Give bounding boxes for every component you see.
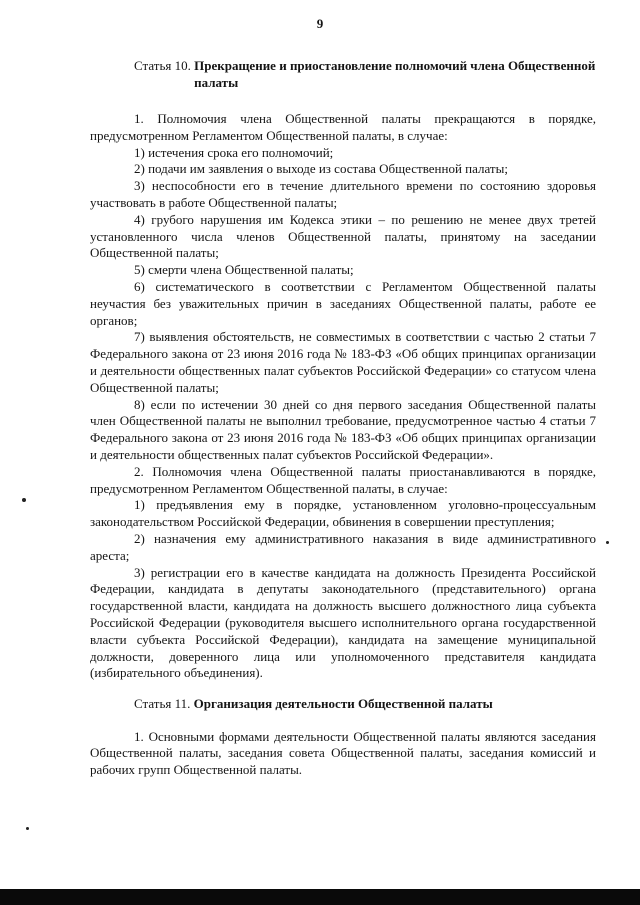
article-10-paragraph: 2) подачи им заявления о выходе из состава Общественной палаты;: [134, 161, 508, 177]
article-10-paragraph: 2. Полномочия члена Общественной палаты приостанавливаются в порядке, предусмотренном Регламентом Общественной палаты, в случае:: [90, 463, 596, 496]
scan-speck: [22, 498, 26, 502]
scan-speck: [26, 827, 29, 830]
scan-border-bar: [0, 889, 640, 905]
article-11-label: Статья 11.: [134, 696, 191, 712]
document-body: [90, 58, 596, 779]
article-10-paragraph: 1) предъявления ему в порядке, установленном уголовно-процессуальным законодательством Российской Федерации, обвинения в совершении преступления;: [90, 497, 596, 530]
article-10-label: Статья 10.: [134, 58, 191, 73]
article-10-paragraph: 5) смерти члена Общественной палаты;: [134, 262, 354, 278]
scan-speck: [606, 541, 609, 544]
article-10-paragraph: 3) неспособности его в течение длительного времени по состоянию здоровья участвовать в работе Общественной палаты;: [90, 178, 596, 210]
page-number: 9: [316, 16, 324, 31]
article-10-paragraph: 6) систематического в соответствии с Регламентом Общественной палаты неучастия без уважительных причин в заседаниях Общественной палаты, работе ее органов;: [90, 278, 596, 328]
article-11-title: Организация деятельности Общественной палаты: [193, 696, 493, 712]
article-10-paragraph: 4) грубого нарушения им Кодекса этики – по решению не менее двух третей установленного числа членов Общественной палаты, принятому на заседании Общественной палаты;: [90, 211, 596, 261]
article-10-title: Прекращение и приостановление полномочий члена Общественной палаты: [194, 58, 596, 90]
article-11-heading: [90, 696, 596, 713]
article-10-heading: [90, 58, 596, 91]
article-10-paragraph: 1) истечения срока его полномочий;: [134, 144, 334, 160]
article-10-paragraph: 1. Полномочия члена Общественной палаты прекращаются в порядке, предусмотренном Регламентом Общественной палаты, в случае:: [90, 111, 596, 143]
article-11-paragraph: 1. Основными формами деятельности Общественной палаты являются заседания Общественной палаты, заседания совета Общественной палаты, заседания комиссий и рабочих групп Общественной палаты.: [90, 728, 596, 778]
article-10-paragraph: 8) если по истечении 30 дней со дня первого заседания Общественной палаты член Общественной палаты не выполнил требование, предусмотренное частью 4 статьи 7 Федерального закона от 23 июня 2016 года № 183-ФЗ «Об общих принципах организации и деятельности общественных палат субъектов Российской Федерации».: [90, 396, 596, 462]
article-10-paragraph: 7) выявления обстоятельств, не совместимых в соответствии с частью 2 статьи 7 Федерального закона от 23 июня 2016 года № 183-ФЗ «Об общих принципах организации и деятельности общественных палат субъектов Российской Федерации» со статусом члена Общественной палаты;: [90, 329, 596, 395]
article-10-paragraph: 3) регистрации его в качестве кандидата на должность Президента Российской Федерации, кандидата в депутаты законодательного (представительного) органа государственной власти, кандидата на должность высшего должностного лица субъекта Российской Федерации (руководителя высшего исполнительного органа государственной власти субъекта Российской Федерации), кандидата на замещение муниципальной должности, доверенного лица или уполномоченного представителя кандидата (избирательного объединения).: [90, 564, 596, 681]
article-10-paragraph: 2) назначения ему административного наказания в виде административного ареста;: [90, 530, 596, 563]
